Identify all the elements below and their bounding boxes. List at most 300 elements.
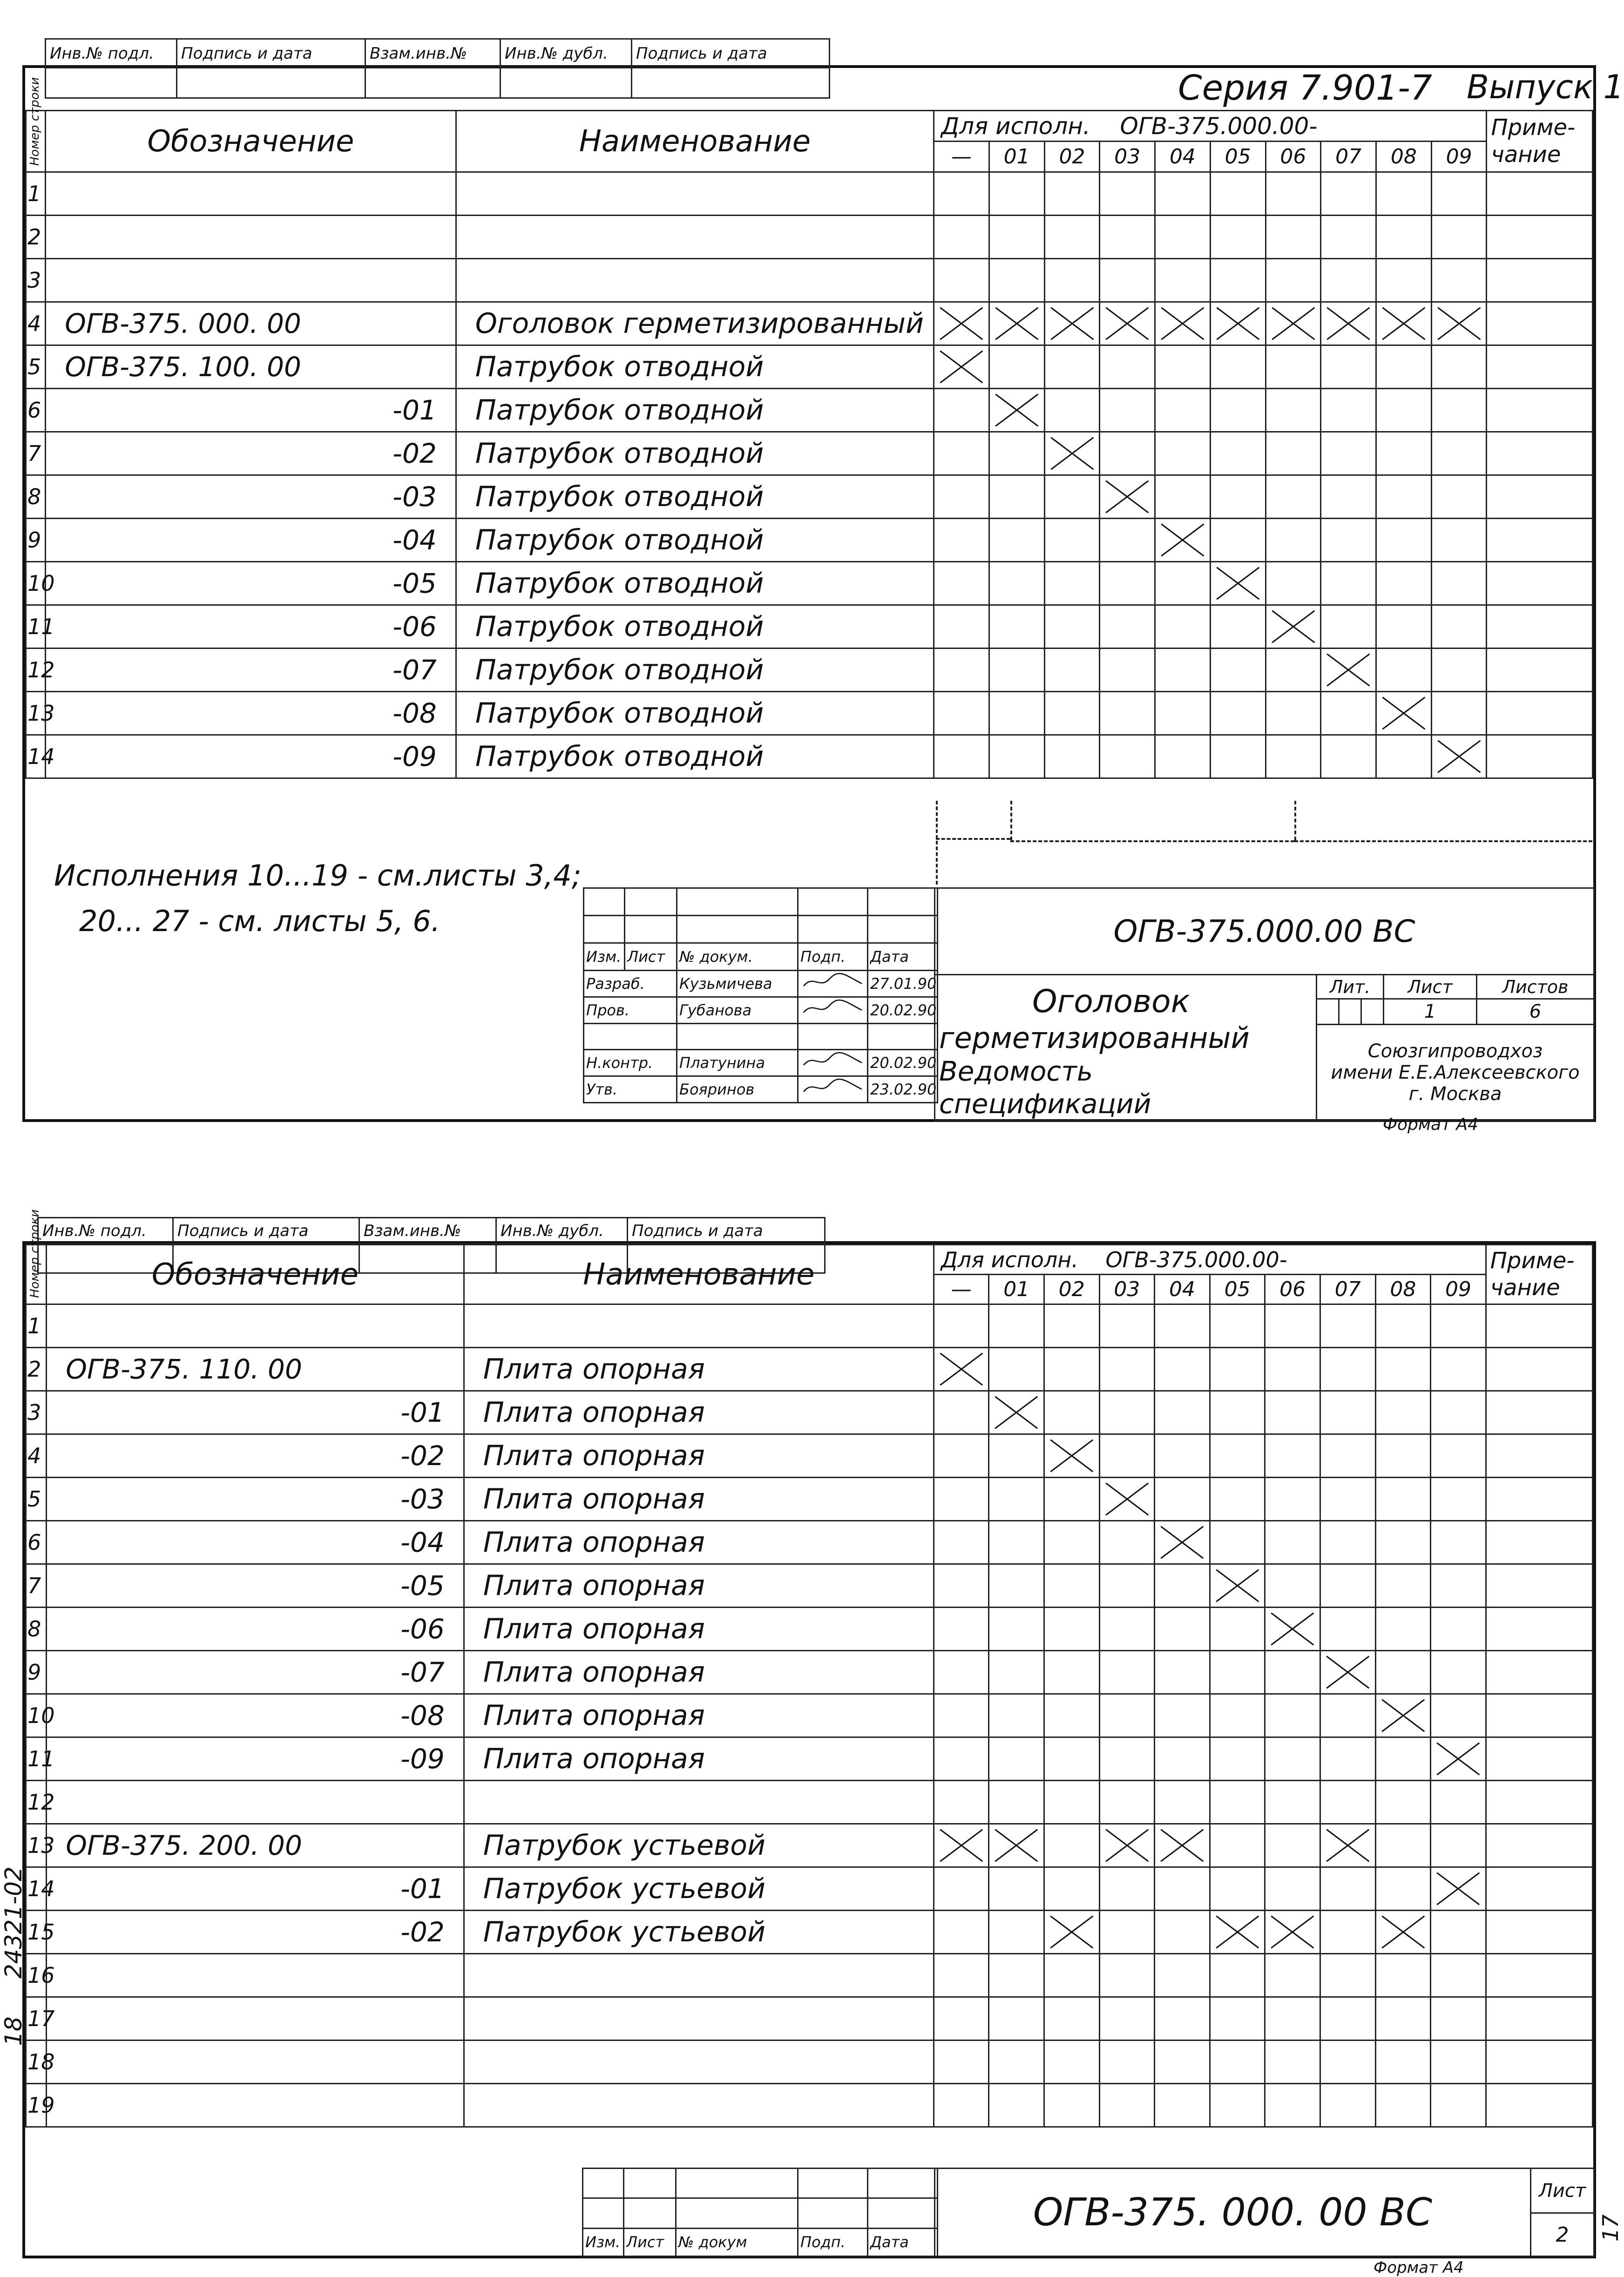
variant-cell (1431, 692, 1487, 735)
issue-label: Выпуск 1 (1467, 68, 1624, 106)
name-cell (464, 1781, 934, 1824)
variant-cell (1044, 1608, 1100, 1651)
table-row (26, 302, 1593, 345)
variant-cell (1099, 2084, 1155, 2127)
name-cell (464, 1954, 934, 1997)
stamp-name: Кузьмичева (677, 971, 798, 997)
cross-mark-icon (1379, 1697, 1428, 1734)
variant-cell (1265, 735, 1321, 778)
variant-cell (1099, 1737, 1155, 1781)
signature-row (584, 1050, 938, 1076)
variant-cell (1210, 216, 1265, 259)
signature-icon (800, 1079, 865, 1096)
designation-cell: -08 (46, 692, 456, 735)
name-cell: Плита опорная (464, 1521, 934, 1564)
stamp-role: Утв. (584, 1076, 677, 1103)
variant-cell (1265, 259, 1321, 302)
variant-cell (1044, 605, 1100, 649)
variant-cell (1210, 562, 1265, 605)
stamp-col-header: Дата (868, 943, 938, 971)
stamp-col-header: № докум. (677, 943, 798, 971)
name-cell (464, 1304, 934, 1348)
signature-block-1 (583, 887, 938, 1103)
row-number: 7 (26, 432, 46, 475)
variant-cell (1044, 1911, 1100, 1954)
note-cell (1487, 649, 1593, 692)
variant-cell (1155, 562, 1211, 605)
variant-col-header: — (934, 142, 989, 172)
variant-cell (934, 1737, 989, 1781)
row-number: 6 (26, 1521, 47, 1564)
variant-cell (1099, 1997, 1155, 2041)
variant-cell (1265, 1348, 1320, 1391)
stamp-signature (798, 1076, 868, 1103)
row-number: 1 (26, 1304, 47, 1348)
dashed-line (1010, 801, 1012, 840)
variant-cell (1210, 302, 1265, 345)
cross-mark-icon (1214, 305, 1262, 342)
variant-cell (1210, 1348, 1265, 1391)
variant-cell (1210, 1651, 1265, 1694)
variant-cell (1044, 1694, 1100, 1737)
designation-cell: ОГВ-375. 100. 00 (46, 345, 456, 389)
name-cell: Патрубок отводной (456, 649, 934, 692)
row-number: 15 (26, 1911, 47, 1954)
note-cell (1486, 1954, 1592, 1997)
variant-cell (1265, 692, 1321, 735)
variant-cell (1155, 1521, 1210, 1564)
variant-cell (1431, 562, 1487, 605)
note-cell (1486, 1391, 1592, 1434)
variant-col-header: 07 (1321, 142, 1376, 172)
variant-cell (989, 1434, 1044, 1478)
name-cell: Патрубок отводной (456, 432, 934, 475)
note-cell (1487, 302, 1593, 345)
variant-cell (989, 389, 1044, 432)
dashed-line (1294, 840, 1592, 842)
variant-cell (1265, 1651, 1320, 1694)
document-code: ОГВ-375. 000. 00 ВС (935, 2169, 1531, 2257)
variant-cell (1044, 1954, 1100, 1997)
variant-cell (1044, 1348, 1100, 1391)
variant-cell (934, 2041, 989, 2084)
row-number-header-text: Номер строки (27, 1209, 42, 1298)
cross-mark-icon (1435, 738, 1483, 775)
cross-mark-icon (1048, 435, 1096, 472)
variant-cell (1376, 649, 1432, 692)
row-number: 4 (26, 302, 46, 345)
stamp-strip-1-cell (365, 68, 501, 98)
variant-cell (1210, 172, 1265, 216)
lit-label: Лит. (1317, 975, 1384, 999)
stamp-date: 23.02.90 (868, 1076, 938, 1103)
variant-cell (1265, 432, 1321, 475)
stamp-col-header: Лист (625, 943, 677, 971)
variant-cell (1375, 1348, 1431, 1391)
designation-cell: -04 (46, 519, 456, 562)
variant-cell (1320, 1954, 1375, 1997)
variant-cell (1265, 1781, 1320, 1824)
variant-cell (1155, 1997, 1210, 2041)
row-number: 12 (26, 1781, 47, 1824)
table-row (26, 2041, 1593, 2084)
title-line-3: Ведомость спецификаций (939, 1055, 1151, 1120)
variant-cell (989, 1997, 1044, 2041)
table-row (26, 605, 1593, 649)
revision-cell (624, 2169, 676, 2198)
variant-cell (1431, 389, 1487, 432)
variant-cell (1321, 605, 1376, 649)
variant-cell (1099, 1521, 1155, 1564)
cross-mark-icon (1103, 305, 1151, 342)
table-row (26, 1867, 1593, 1911)
variant-cell (1044, 1824, 1100, 1867)
revision-cell (583, 2198, 624, 2228)
lit-cell (1339, 999, 1361, 1025)
corner-number: 17 (1598, 2214, 1623, 2242)
variant-cell (989, 1737, 1044, 1781)
variant-cell (1044, 216, 1100, 259)
variant-cell (1044, 389, 1100, 432)
variant-cell (1099, 1911, 1155, 1954)
variant-cell (1100, 345, 1155, 389)
table-row (26, 519, 1593, 562)
variants-note-line-2: 20... 27 - см. листы 5, 6. (79, 904, 440, 938)
variant-code: ОГВ-375.000.00- (1105, 1247, 1287, 1272)
variant-cell (934, 1478, 989, 1521)
table-row (26, 259, 1593, 302)
row-number: 2 (26, 1348, 47, 1391)
name-cell (456, 216, 934, 259)
revision-cell (868, 2169, 938, 2198)
variant-cell (989, 1911, 1044, 1954)
revision-cell (677, 888, 798, 916)
table-row (26, 345, 1593, 389)
designation-cell (46, 259, 456, 302)
variant-cell (1431, 1348, 1486, 1391)
variant-cell (934, 692, 989, 735)
variant-cell (1044, 302, 1100, 345)
variant-col-header: 01 (989, 142, 1044, 172)
revision-cell (676, 2169, 798, 2198)
variant-cell (1099, 1867, 1155, 1911)
variant-cell (1376, 735, 1432, 778)
stamp-signature (798, 1023, 868, 1050)
variant-cell (1321, 649, 1376, 692)
variant-cell (1210, 259, 1265, 302)
variant-cell (934, 562, 989, 605)
stamp-role: Разраб. (584, 971, 677, 997)
variant-cell (1320, 1608, 1375, 1651)
designation-cell: -01 (47, 1867, 464, 1911)
variant-cell (1100, 519, 1155, 562)
cross-mark-icon (1103, 479, 1151, 515)
variant-cell (934, 1434, 989, 1478)
cross-mark-icon (1103, 1481, 1151, 1517)
signature-icon (800, 1000, 865, 1017)
organization (1317, 1024, 1594, 1121)
variant-cell (1155, 1781, 1210, 1824)
name-cell: Плита опорная (464, 1564, 934, 1608)
note-cell (1487, 345, 1593, 389)
note-cell (1487, 475, 1593, 519)
variant-cell (1376, 475, 1432, 519)
variant-cell (989, 735, 1044, 778)
variant-cell (934, 605, 989, 649)
sheet-number: 1 (1384, 999, 1477, 1025)
variant-cell (989, 1521, 1044, 1564)
name-cell: Патрубок отводной (456, 692, 934, 735)
designation-cell: -05 (47, 1564, 464, 1608)
variant-cell (1321, 735, 1376, 778)
variant-cell (1431, 1694, 1486, 1737)
cross-mark-icon (1379, 1914, 1428, 1950)
variant-cell (989, 432, 1044, 475)
variant-cell (1320, 2084, 1375, 2127)
variant-cell (1044, 1867, 1100, 1911)
document-title (935, 975, 1317, 1121)
note-cell (1486, 1867, 1592, 1911)
variant-cell (989, 562, 1044, 605)
variant-cell (1375, 1521, 1431, 1564)
variant-cell (1265, 1478, 1320, 1521)
designation-cell: -06 (47, 1608, 464, 1651)
variant-cell (1210, 1911, 1265, 1954)
variant-cell (934, 345, 989, 389)
variant-cell (1321, 345, 1376, 389)
variant-cell (1320, 1478, 1375, 1521)
variant-cell (1155, 1651, 1210, 1694)
note-cell (1487, 735, 1593, 778)
designation-cell: -09 (46, 735, 456, 778)
variant-cell (1099, 1434, 1155, 1478)
row-number: 3 (26, 1391, 47, 1434)
row-number: 3 (26, 259, 46, 302)
variant-cell (989, 1694, 1044, 1737)
variant-cell (1155, 259, 1211, 302)
variant-cell (1375, 1997, 1431, 2041)
cross-mark-icon (1158, 1827, 1206, 1864)
variant-cell (1100, 605, 1155, 649)
table-row (26, 389, 1593, 432)
series-label: Серия 7.901-7 (1178, 68, 1432, 108)
cross-mark-icon (1324, 1827, 1372, 1864)
signature-row (584, 997, 938, 1023)
variant-cell (1321, 562, 1376, 605)
stamp-role (584, 1023, 677, 1050)
note-cell (1486, 1521, 1592, 1564)
variant-cell (1376, 605, 1432, 649)
variant-cell (1265, 389, 1321, 432)
variant-cell (1431, 1304, 1486, 1348)
signature-block-2 (582, 2168, 938, 2257)
variant-cell (1376, 259, 1432, 302)
variant-cell (1431, 1997, 1486, 2041)
row-number: 18 (26, 2041, 47, 2084)
variant-cell (1376, 389, 1432, 432)
stamp-col-header: Лист (624, 2228, 676, 2256)
note-cell (1486, 1997, 1592, 2041)
note-cell (1487, 692, 1593, 735)
variant-cell (1044, 1781, 1100, 1824)
variant-cell (1431, 475, 1487, 519)
variant-cell (1321, 432, 1376, 475)
variant-cell (1376, 345, 1432, 389)
variant-cell (1265, 1867, 1320, 1911)
variant-cell (1100, 649, 1155, 692)
revision-cell (868, 916, 938, 943)
variant-cell (1210, 1564, 1265, 1608)
cross-mark-icon (1268, 1914, 1317, 1950)
variant-col-header: 04 (1155, 1275, 1210, 1304)
variant-cell (1099, 1391, 1155, 1434)
variant-cell (934, 432, 989, 475)
stamp-strip-2-col: Инв.№ дубл. (496, 1218, 628, 1244)
variant-col-header: 02 (1044, 142, 1100, 172)
row-number: 14 (26, 1867, 47, 1911)
row-number: 16 (26, 1954, 47, 1997)
note-cell (1487, 432, 1593, 475)
designation-cell: -02 (47, 1911, 464, 1954)
name-cell: Плита опорная (464, 1694, 934, 1737)
variant-cell (1210, 1304, 1265, 1348)
title-line-2: герметизированный (939, 1020, 1250, 1055)
designation-cell: -07 (47, 1651, 464, 1694)
variant-cell (1375, 1434, 1431, 1478)
variant-cell (1265, 475, 1321, 519)
variant-cell (1320, 1564, 1375, 1608)
stamp-role: Пров. (584, 997, 677, 1023)
variant-cell (1431, 1521, 1486, 1564)
note-cell (1486, 2084, 1592, 2127)
designation-header: Обозначение (47, 1245, 464, 1304)
stamp-name (677, 1023, 798, 1050)
variant-cell (989, 1391, 1044, 1434)
variant-cell (989, 519, 1044, 562)
variant-cell (1375, 1694, 1431, 1737)
variant-cell (989, 1304, 1044, 1348)
variant-cell (1155, 1564, 1210, 1608)
variant-cell (1044, 172, 1100, 216)
cross-mark-icon (1324, 652, 1373, 688)
variant-cell (1099, 1304, 1155, 1348)
variant-cell (1044, 692, 1100, 735)
variant-cell (1044, 1434, 1100, 1478)
variant-cell (1044, 1478, 1100, 1521)
designation-cell (47, 1781, 464, 1824)
variant-cell (1210, 1391, 1265, 1434)
variant-cell (1155, 1391, 1210, 1434)
variant-cell (1155, 649, 1211, 692)
variant-cell (1044, 1651, 1100, 1694)
org-line-1: Союзгипроводхоз (1367, 1041, 1543, 1062)
stamp-signature (798, 997, 868, 1023)
variant-cell (1099, 2041, 1155, 2084)
table-row (26, 1911, 1593, 1954)
variant-cell (1265, 1997, 1320, 2041)
variant-cell (934, 649, 989, 692)
name-cell: Плита опорная (464, 1348, 934, 1391)
stamp-strip-1-col: Подпись и дата (177, 39, 365, 68)
row-number: 9 (26, 519, 46, 562)
variant-cell (1044, 735, 1100, 778)
variant-cell (1155, 605, 1211, 649)
variant-cell (1044, 432, 1100, 475)
variant-cell (989, 2041, 1044, 2084)
variant-cell (1265, 1824, 1320, 1867)
variant-cell (1044, 475, 1100, 519)
stamp-name: Губанова (677, 997, 798, 1023)
format-label-1: Формат А4 (1383, 1115, 1479, 1134)
variant-cell (1044, 519, 1100, 562)
variant-cell (1099, 1954, 1155, 1997)
variant-cell (1044, 1997, 1100, 2041)
sheets-label: Листов (1477, 975, 1594, 999)
variant-cell (934, 172, 989, 216)
variant-cell (1431, 1867, 1486, 1911)
stamp-date: 20.02.90 (868, 997, 938, 1023)
variant-cell (1210, 735, 1265, 778)
cross-mark-icon (1103, 1827, 1151, 1864)
dashed-line (1010, 840, 1294, 842)
variant-cell (1431, 1478, 1486, 1521)
variant-col-header: 08 (1375, 1275, 1431, 1304)
cross-mark-icon (1269, 608, 1318, 645)
name-cell: Патрубок отводной (456, 735, 934, 778)
variant-cell (1320, 1997, 1375, 2041)
variant-cell (934, 1564, 989, 1608)
variant-cell (1376, 172, 1432, 216)
variant-cell (1155, 1824, 1210, 1867)
variant-cell (1210, 692, 1265, 735)
table-row (26, 1348, 1593, 1391)
variant-cell (1210, 1737, 1265, 1781)
row-number-header (26, 77, 46, 172)
stamp-col-header: № докум (676, 2228, 798, 2256)
designation-cell: -09 (47, 1737, 464, 1781)
name-cell: Патрубок отводной (456, 605, 934, 649)
variant-col-header: 05 (1210, 142, 1265, 172)
stamp-name: Платунина (677, 1050, 798, 1076)
table-row (26, 692, 1593, 735)
variant-cell (1320, 2041, 1375, 2084)
variant-cell (1431, 302, 1487, 345)
variant-cell (1376, 692, 1432, 735)
row-number: 17 (26, 1997, 47, 2041)
format-label-2: Формат А4 (1374, 2258, 1464, 2277)
variant-cell (934, 302, 989, 345)
variant-cell (934, 2084, 989, 2127)
variant-cell (1155, 216, 1211, 259)
row-number: 5 (26, 345, 46, 389)
table-row (26, 1434, 1593, 1478)
designation-cell: -04 (47, 1521, 464, 1564)
variant-cell (989, 1348, 1044, 1391)
designation-cell: ОГВ-375. 000. 00 (46, 302, 456, 345)
variant-cell (1431, 2041, 1486, 2084)
variant-cell (1155, 172, 1211, 216)
variant-cell (1099, 1478, 1155, 1521)
variant-cell (1375, 1824, 1431, 1867)
cross-mark-icon (1048, 1914, 1096, 1950)
cross-mark-icon (1158, 1524, 1206, 1561)
row-number: 13 (26, 692, 46, 735)
variant-cell (1431, 1651, 1486, 1694)
row-number: 8 (26, 475, 46, 519)
variant-cell (934, 1911, 989, 1954)
variant-cell (1431, 1434, 1486, 1478)
cross-mark-icon (1380, 305, 1428, 342)
